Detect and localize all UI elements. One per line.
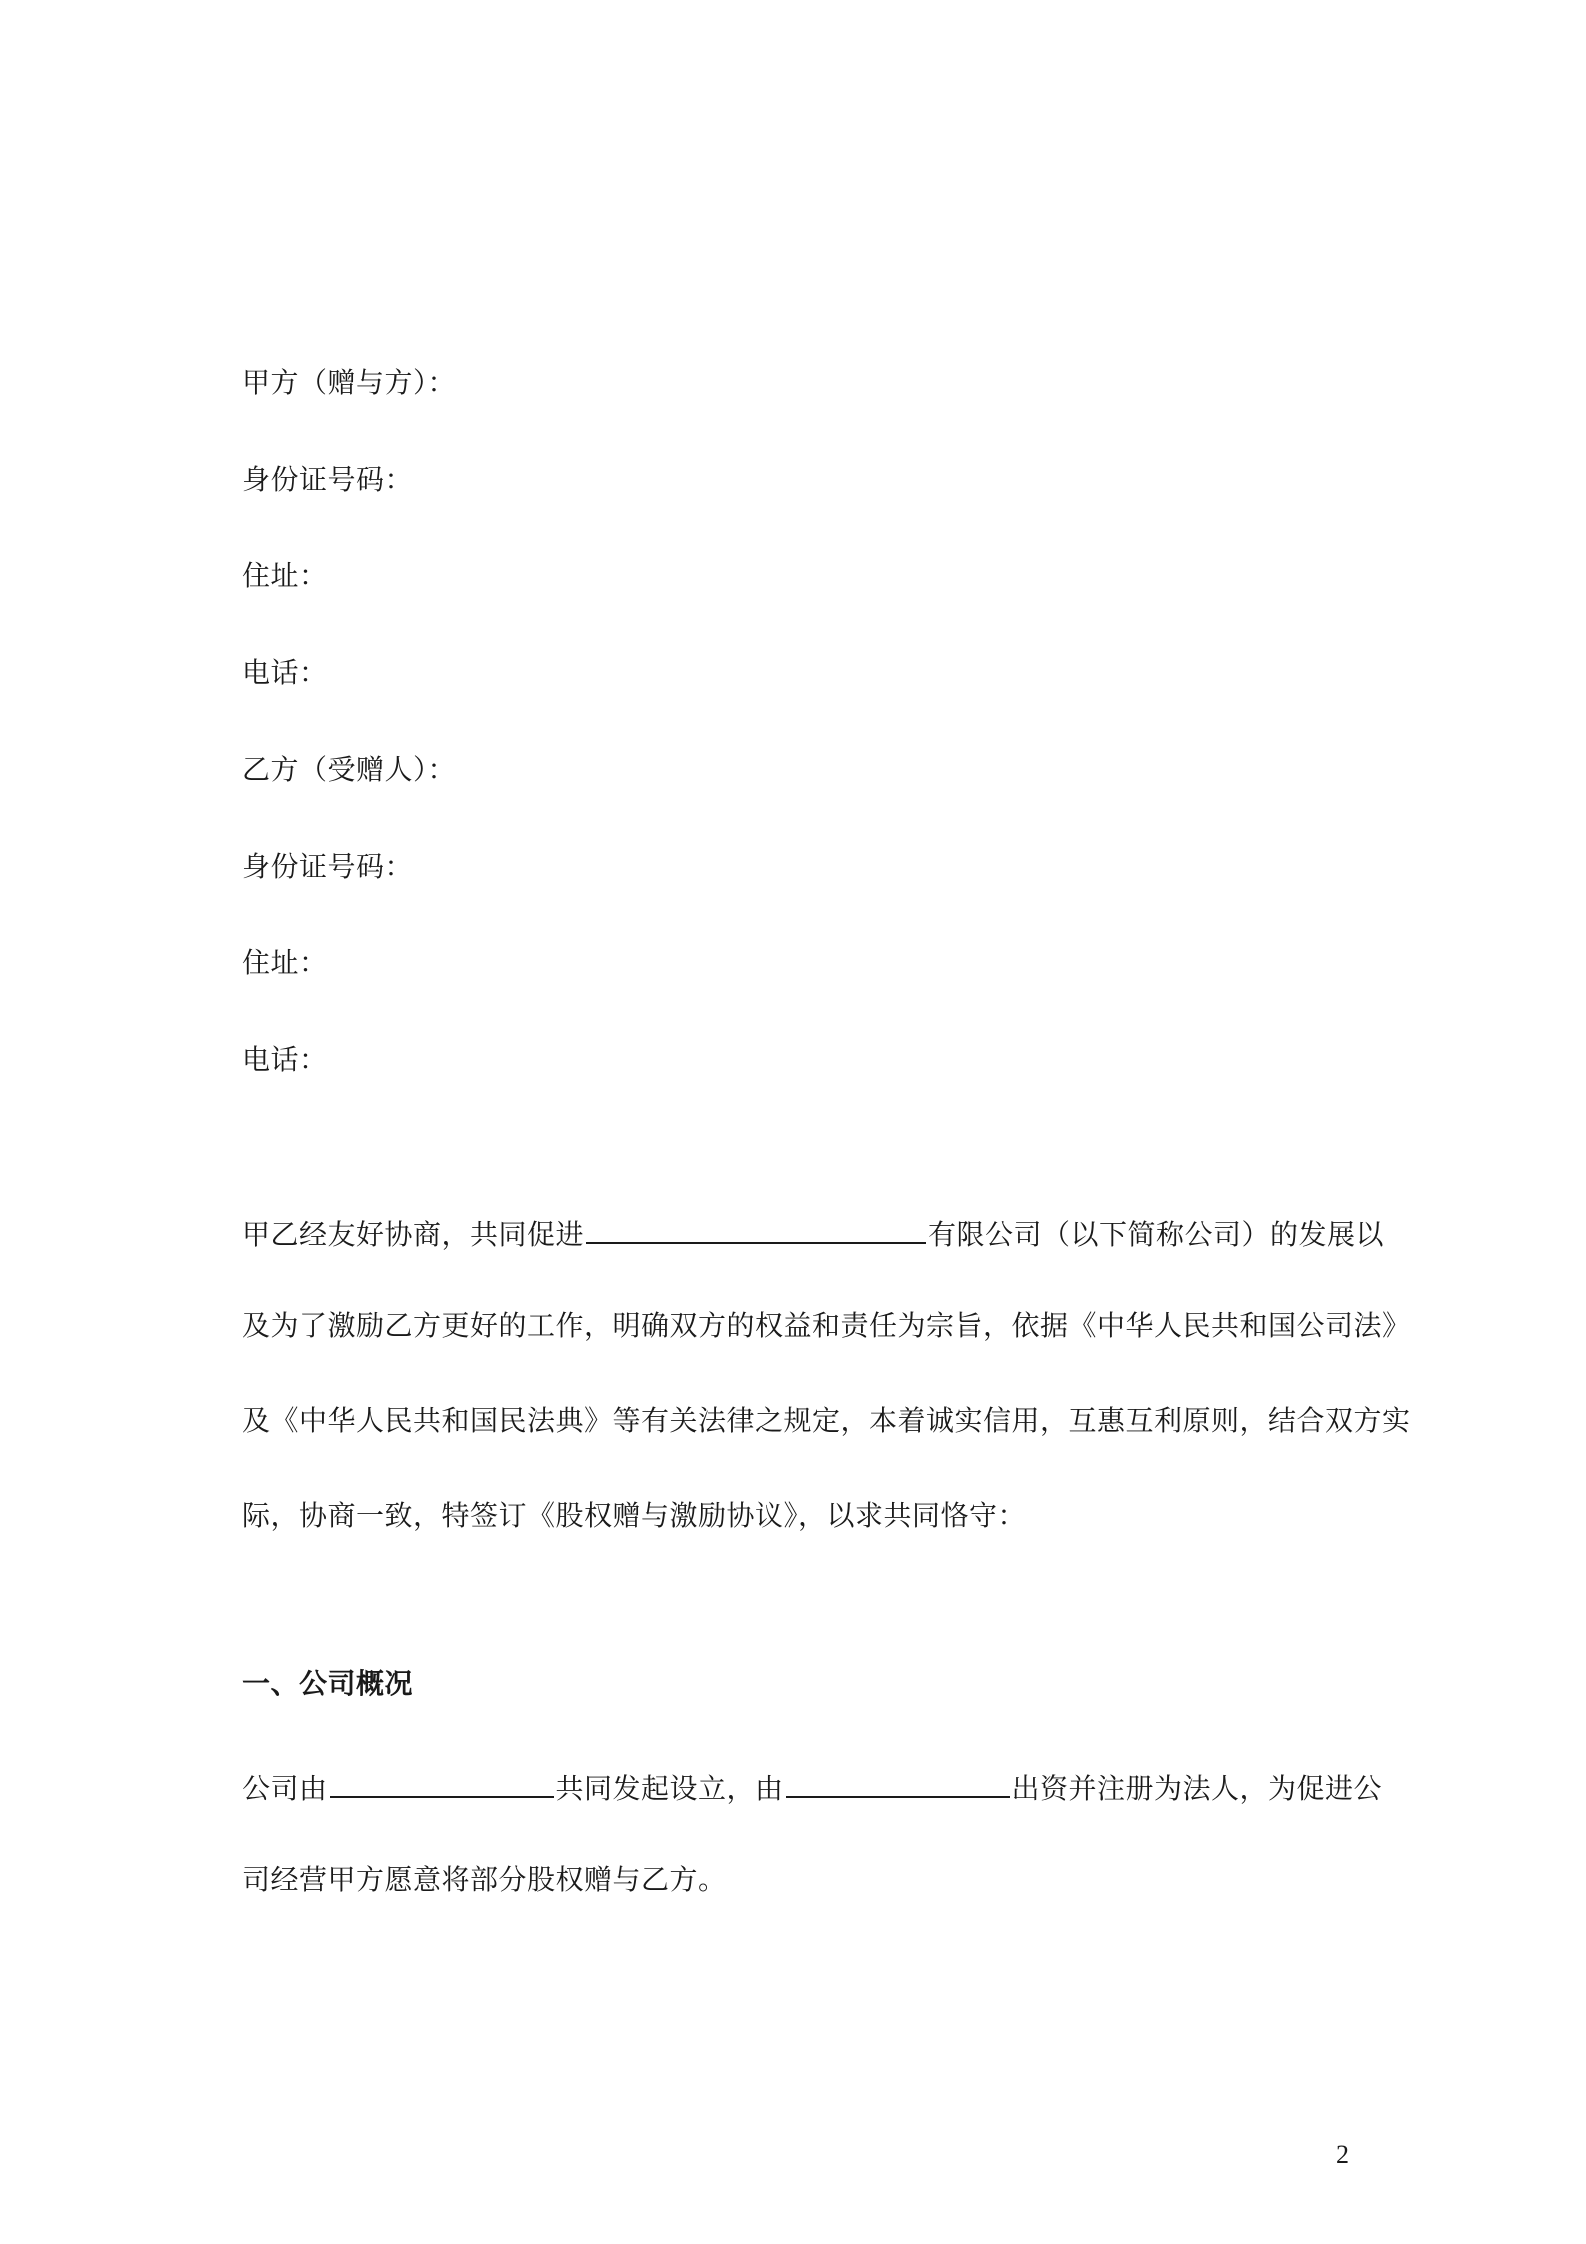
party-b-phone-label: 电话： [242, 1043, 328, 1076]
party-a-address-label: 住址： [242, 559, 328, 592]
party-b-id-label: 身份证号码： [242, 850, 414, 883]
section-1-part-2: 共同发起设立，由 [555, 1772, 784, 1805]
section-1-heading: 一、公司概况 [242, 1667, 414, 1700]
preamble-line-4: 际，协商一致，特签订《股权赠与激励协议》，以求共同恪守： [242, 1499, 1027, 1532]
company-name-blank [586, 1212, 926, 1244]
preamble-line-2: 及为了激励乙方更好的工作，明确双方的权益和责任为宗旨，依据《中华人民共和国公司法》 [242, 1309, 1411, 1342]
preamble-line-3: 及《中华人民共和国民法典》等有关法律之规定，本着诚实信用，互惠互利原则，结合双方实 [242, 1404, 1411, 1437]
founders-blank [330, 1766, 554, 1798]
preamble-line-1-before: 甲乙经友好协商，共同促进 [242, 1218, 585, 1251]
section-1-line-2: 司经营甲方愿意将部分股权赠与乙方。 [242, 1863, 727, 1896]
page-number: 2 [1336, 2140, 1349, 2169]
preamble-line-1 [242, 1212, 1384, 1255]
section-1-part-1: 公司由 [242, 1772, 328, 1805]
party-b-address-label: 住址： [242, 946, 328, 979]
party-a-title: 甲方（赠与方）： [242, 366, 457, 399]
section-1-line-1 [242, 1766, 1382, 1809]
investor-blank [786, 1766, 1010, 1798]
preamble-line-1-after: 有限公司（以下简称公司）的发展以 [928, 1218, 1385, 1251]
party-b-title: 乙方（受赠人）： [242, 753, 457, 786]
section-1-part-3: 出资并注册为法人，为促进公 [1011, 1772, 1383, 1805]
party-a-phone-label: 电话： [242, 656, 328, 689]
party-a-id-label: 身份证号码： [242, 463, 414, 496]
